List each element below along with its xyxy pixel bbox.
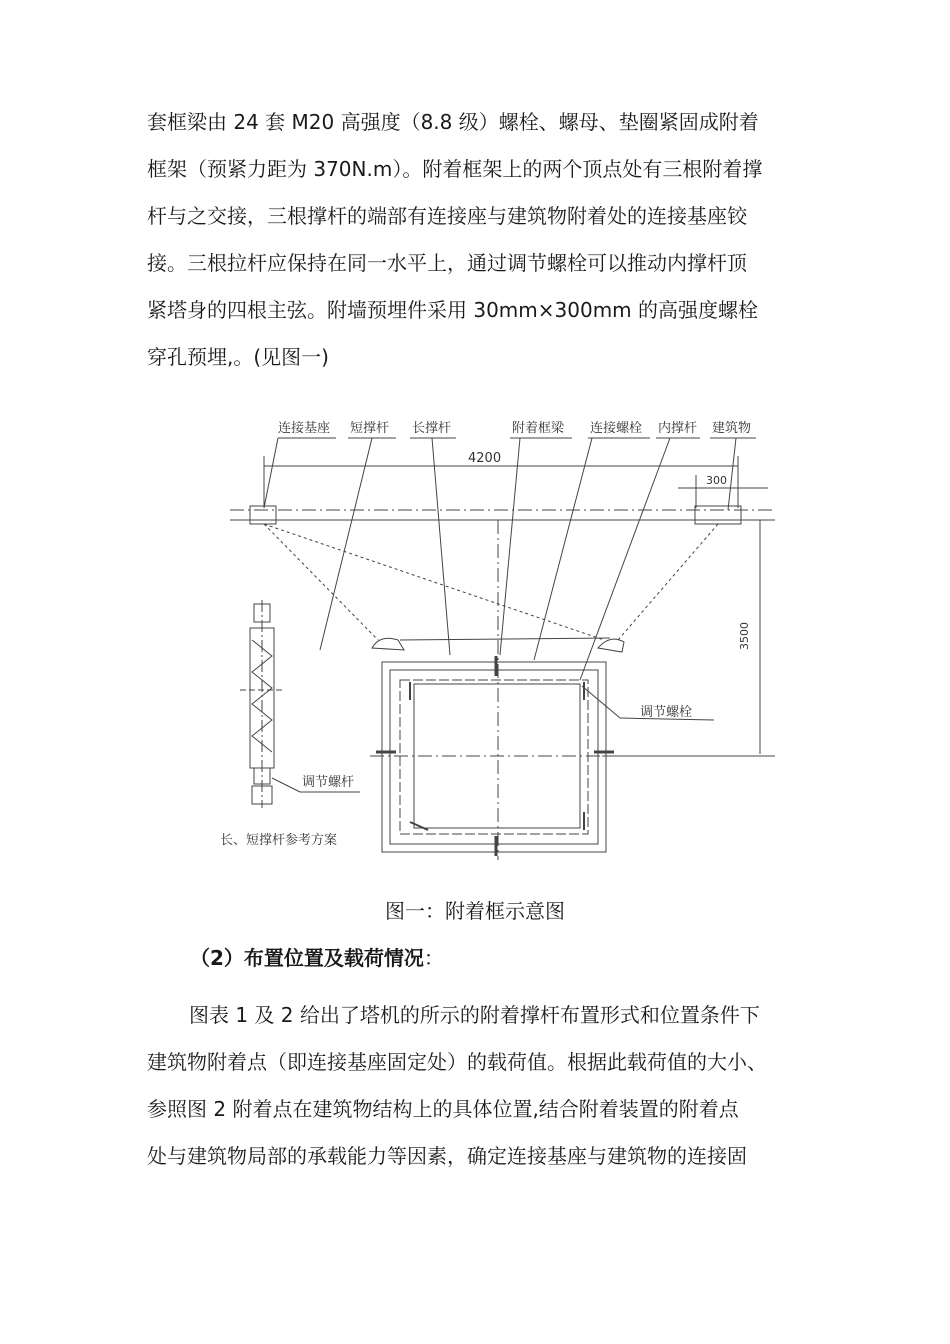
label-connection-base: 连接基座 (278, 421, 331, 436)
label-long-rod: 长撑杆 (412, 421, 452, 436)
text-line: 套框梁由 24 套 M20 高强度（8.8 级）螺栓、螺母、垫圈紧固成附着 (147, 110, 759, 134)
text-line: 参照图 2 附着点在建筑物结构上的具体位置,结合附着装置的附着点 (147, 1097, 739, 1121)
section-heading-colon: ： (423, 946, 444, 970)
text-line: 接。三根拉杆应保持在同一水平上，通过调节螺栓可以推动内撑杆顶 (147, 251, 747, 275)
text-line: 图表 1 及 2 给出了塔机的所示的附着撑杆布置形式和位置条件下 (189, 1003, 760, 1027)
body-paragraph-2 (147, 992, 812, 1180)
dimension-4200: 4200 (468, 451, 502, 466)
text-line: 穿孔预埋,。(见图一) (147, 345, 329, 369)
attachment-frame-diagram (200, 400, 780, 870)
label-inner-rod: 内撑杆 (658, 421, 698, 436)
label-adjust-rod: 调节螺杆 (302, 775, 355, 790)
text-line: 处与建筑物局部的承载能力等因素，确定连接基座与建筑物的连接固 (147, 1144, 747, 1168)
label-rod-scheme: 长、短撑杆参考方案 (220, 833, 338, 848)
label-building: 建筑物 (712, 421, 752, 436)
text-line: 框架（预紧力距为 370N.m）。附着框架上的两个顶点处有三根附着撑 (147, 157, 763, 181)
body-paragraph-1 (147, 99, 812, 381)
text-line: 紧塔身的四根主弦。附墙预埋件采用 30mm×300mm 的高强度螺栓 (147, 298, 759, 322)
section-heading (190, 942, 444, 971)
dimension-300: 300 (706, 474, 727, 487)
label-connection-bolt: 连接螺栓 (590, 421, 643, 436)
label-frame-beam: 附着框梁 (512, 421, 565, 436)
text-line: 杆与之交接，三根撑杆的端部有连接座与建筑物附着处的连接基座铰 (147, 204, 747, 228)
label-short-rod: 短撑杆 (350, 421, 390, 436)
figure-caption: 图一：附着框示意图 (385, 899, 565, 923)
section-heading-text: （2）布置位置及载荷情况 (190, 946, 424, 970)
dimension-3500: 3500 (738, 622, 751, 650)
label-adjust-bolt: 调节螺栓 (640, 705, 693, 720)
text-line: 建筑物附着点（即连接基座固定处）的载荷值。根据此载荷值的大小、 (147, 1050, 767, 1074)
